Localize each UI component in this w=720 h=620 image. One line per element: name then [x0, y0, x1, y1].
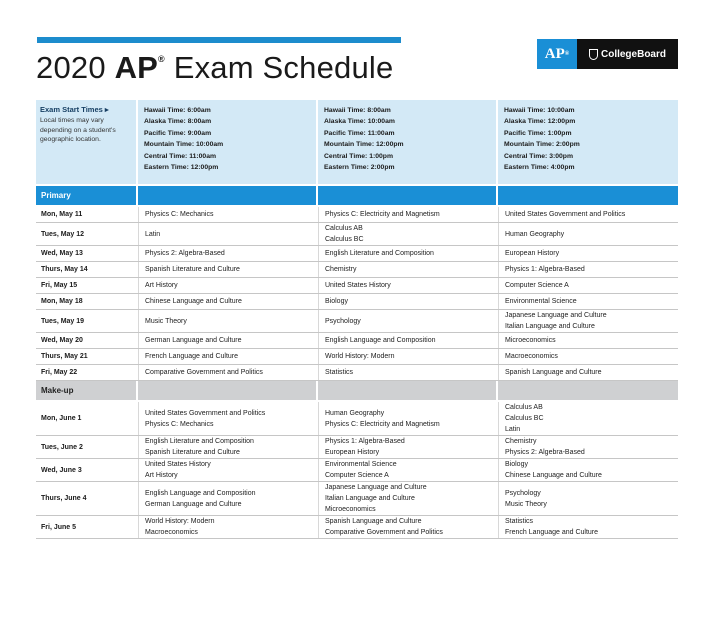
exam-cell [498, 459, 678, 481]
exam-name: United States Government and Politics [145, 409, 266, 417]
exam-name: Japanese Language and Culture [505, 312, 607, 319]
exam-cell [138, 310, 316, 332]
exam-name: Human Geography [325, 409, 385, 417]
exam-name: Spanish Literature and Culture [145, 449, 240, 456]
section-band [138, 381, 316, 400]
collegeboard-shield-icon [589, 49, 598, 60]
exam-cell [498, 402, 678, 435]
exam-cell [138, 223, 316, 245]
title-year: 2020 [36, 50, 115, 85]
exam-name: German Language and Culture [145, 500, 242, 508]
exam-cell [138, 333, 316, 348]
exam-name: German Language and Culture [145, 337, 242, 344]
section-header-primary [36, 186, 678, 205]
exam-name: Human Geography [505, 230, 565, 238]
exam-cell [498, 482, 678, 515]
exam-name: Calculus BC [505, 415, 544, 422]
exam-name: Music Theory [145, 317, 187, 325]
exam-date: Thurs, May 14 [41, 266, 88, 273]
time-line: Mountain Time: 2:00pm [504, 141, 580, 149]
exam-date: Tues, May 12 [41, 230, 85, 238]
exam-cell [318, 516, 496, 538]
exam-name: Comparative Government and Politics [325, 529, 443, 536]
exam-name: English Literature and Composition [145, 438, 254, 445]
exam-name: United States History [325, 282, 391, 289]
exam-cell [318, 246, 496, 261]
time-line: Hawaii Time: 10:00am [504, 107, 575, 114]
exam-name: Italian Language and Culture [505, 323, 595, 330]
exam-name: Computer Science A [505, 282, 569, 289]
table-row [36, 262, 678, 278]
exam-name: Physics 1: Algebra-Based [325, 438, 405, 445]
exam-name: Physics 1: Algebra-Based [505, 266, 585, 273]
table-row [36, 278, 678, 294]
exam-name: Macroeconomics [505, 353, 558, 360]
exam-date: Wed, June 3 [41, 466, 82, 474]
exam-name: Calculus BC [325, 236, 364, 243]
section-header-make-up [36, 381, 678, 400]
start-times-header [36, 100, 678, 184]
exam-date: Fri, June 5 [41, 523, 77, 531]
time-line: Hawaii Time: 8:00am [324, 107, 391, 114]
title-ap: AP [114, 50, 159, 85]
exam-name: Macroeconomics [145, 529, 198, 536]
exam-date: Wed, May 13 [41, 250, 83, 257]
exam-cell [318, 365, 496, 380]
time-slot-3 [498, 100, 678, 184]
exam-name: French Language and Culture [505, 529, 599, 536]
table-row [36, 516, 678, 539]
exam-cell [318, 294, 496, 309]
time-line: Eastern Time: 2:00pm [324, 164, 395, 172]
exam-name: Calculus AB [325, 225, 363, 232]
time-slot-2 [318, 100, 496, 184]
section-band [498, 381, 678, 400]
time-line: Pacific Time: 11:00am [324, 129, 395, 137]
exam-date: Tues, June 2 [41, 443, 83, 451]
accent-bar [37, 37, 401, 43]
section-band [318, 381, 496, 400]
exam-name: Art History [145, 282, 178, 289]
section-band [498, 186, 678, 205]
table-row [36, 436, 678, 459]
exam-cell [318, 223, 496, 245]
exam-name: Music Theory [505, 500, 547, 508]
exam-cell [318, 436, 496, 458]
exam-cell [138, 246, 316, 261]
exam-date: Thurs, May 21 [41, 353, 88, 360]
time-line: Central Time: 11:00am [144, 152, 217, 160]
table-row [36, 310, 678, 333]
exam-cell [318, 310, 496, 332]
table-row [36, 294, 678, 310]
exam-name: Calculus AB [505, 404, 543, 411]
exam-cell [498, 294, 678, 309]
exam-name: Physics C: Electricity and Magnetism [325, 211, 440, 218]
table-row [36, 207, 678, 223]
ap-collegeboard-logo [537, 39, 678, 69]
table-row [36, 223, 678, 246]
exam-cell [318, 333, 496, 348]
exam-cell [498, 333, 678, 348]
exam-name: Spanish Language and Culture [325, 518, 422, 525]
time-line: Central Time: 3:00pm [504, 152, 573, 160]
exam-name: Psychology [325, 317, 361, 325]
start-times-label-cell [36, 100, 136, 184]
page-title [36, 50, 393, 86]
exam-date: Mon, May 11 [41, 211, 83, 218]
table-row [36, 333, 678, 349]
exam-cell [498, 207, 678, 222]
exam-date: Thurs, June 4 [41, 495, 87, 502]
exam-cell [318, 459, 496, 481]
exam-cell [138, 349, 316, 364]
exam-cell [138, 402, 316, 435]
collegeboard-logo-text: CollegeBoard [600, 48, 666, 60]
exam-name: Italian Language and Culture [325, 495, 415, 502]
exam-name: Chemistry [325, 266, 357, 273]
time-line: Central Time: 1:00pm [324, 152, 393, 160]
exam-cell [138, 516, 316, 538]
exam-cell [318, 278, 496, 293]
exam-name: Statistics [505, 518, 534, 525]
exam-name: Physics C: Electricity and Magnetism [325, 420, 440, 428]
exam-name: United States History [145, 461, 211, 468]
exam-name: Chinese Language and Culture [145, 298, 242, 305]
exam-name: Comparative Government and Politics [145, 369, 263, 376]
exam-name: United States Government and Politics [505, 211, 626, 218]
exam-date: Tues, May 19 [41, 317, 85, 325]
exam-name: Physics C: Mechanics [145, 420, 214, 428]
exam-cell [138, 294, 316, 309]
exam-name: Japanese Language and Culture [325, 484, 427, 491]
exam-name: Chinese Language and Culture [505, 472, 602, 479]
table-row [36, 402, 678, 436]
exam-name: Environmental Science [505, 298, 577, 305]
exam-cell [138, 207, 316, 222]
exam-name: Environmental Science [325, 461, 397, 468]
exam-name: World History: Modern [325, 353, 395, 360]
exam-cell [498, 436, 678, 458]
section-band [318, 186, 496, 205]
exam-name: Microeconomics [505, 337, 556, 344]
exam-name: English Language and Composition [145, 489, 256, 497]
exam-date: Fri, May 15 [41, 282, 78, 289]
exam-name: Computer Science A [325, 472, 389, 479]
exam-name: European History [505, 250, 560, 257]
section-label: Primary [36, 186, 136, 205]
exam-cell [498, 278, 678, 293]
time-line: Pacific Time: 9:00am [144, 129, 212, 137]
time-line: Alaska Time: 12:00pm [504, 118, 576, 126]
time-line: Eastern Time: 4:00pm [504, 164, 575, 172]
exam-cell [138, 262, 316, 277]
time-line: Eastern Time: 12:00pm [144, 164, 219, 172]
exam-name: Physics 2: Algebra-Based [505, 449, 585, 456]
time-line: Alaska Time: 10:00am [324, 118, 395, 126]
exam-name: World History: Modern [145, 518, 215, 525]
exam-name: Spanish Literature and Culture [145, 266, 240, 273]
exam-cell [138, 436, 316, 458]
title-registered-mark: ® [158, 54, 165, 64]
ap-logo-registered-mark: ® [564, 51, 570, 57]
exam-name: Physics C: Mechanics [145, 211, 214, 218]
start-times-label: Exam Start Times ▸ [40, 105, 109, 114]
exam-cell [318, 349, 496, 364]
exam-cell [498, 365, 678, 380]
exam-name: Latin [145, 230, 161, 238]
exam-name: Statistics [325, 369, 354, 376]
exam-name: Physics 2: Algebra-Based [145, 250, 225, 257]
exam-date: Fri, May 22 [41, 369, 78, 376]
exam-name: European History [325, 449, 380, 456]
table-row [36, 246, 678, 262]
exam-cell [138, 459, 316, 481]
time-line: Mountain Time: 10:00am [144, 141, 224, 149]
exam-cell [498, 246, 678, 261]
exam-name: Biology [325, 298, 348, 305]
exam-date: Mon, May 18 [41, 298, 83, 305]
table-row [36, 365, 678, 381]
title-text: Exam Schedule [164, 50, 394, 85]
section-label: Make-up [36, 381, 136, 400]
time-slot-1 [138, 100, 316, 184]
exam-name: Biology [505, 461, 528, 468]
exam-cell [498, 516, 678, 538]
time-line: Hawaii Time: 6:00am [144, 107, 211, 114]
exam-cell [318, 262, 496, 277]
section-band [138, 186, 316, 205]
table-row [36, 482, 678, 516]
table-row [36, 459, 678, 482]
exam-name: Art History [145, 472, 178, 479]
ap-logo [537, 39, 577, 69]
exam-name: Psychology [505, 489, 541, 497]
start-times-note: Local times may vary depending on a student's geographic location. [40, 117, 116, 143]
exam-name: Latin [505, 426, 521, 433]
exam-cell [498, 310, 678, 332]
exam-cell [138, 365, 316, 380]
exam-cell [318, 402, 496, 435]
exam-cell [498, 349, 678, 364]
exam-cell [318, 207, 496, 222]
time-line: Pacific Time: 1:00pm [504, 129, 572, 137]
exam-name: English Literature and Composition [325, 250, 434, 257]
exam-cell [138, 482, 316, 515]
time-line: Alaska Time: 8:00am [144, 118, 212, 126]
exam-name: English Language and Composition [325, 337, 436, 344]
ap-logo-text: AP [544, 45, 565, 62]
exam-cell [498, 223, 678, 245]
exam-date: Mon, June 1 [41, 415, 82, 422]
exam-name: Microeconomics [325, 506, 376, 513]
exam-cell [138, 278, 316, 293]
exam-name: Chemistry [505, 438, 537, 445]
exam-name: Spanish Language and Culture [505, 369, 602, 376]
exam-date: Wed, May 20 [41, 337, 83, 344]
exam-cell [498, 262, 678, 277]
collegeboard-logo [577, 39, 678, 69]
time-line: Mountain Time: 12:00pm [324, 141, 404, 149]
table-row [36, 349, 678, 365]
exam-cell [318, 482, 496, 515]
exam-name: French Language and Culture [145, 353, 239, 360]
